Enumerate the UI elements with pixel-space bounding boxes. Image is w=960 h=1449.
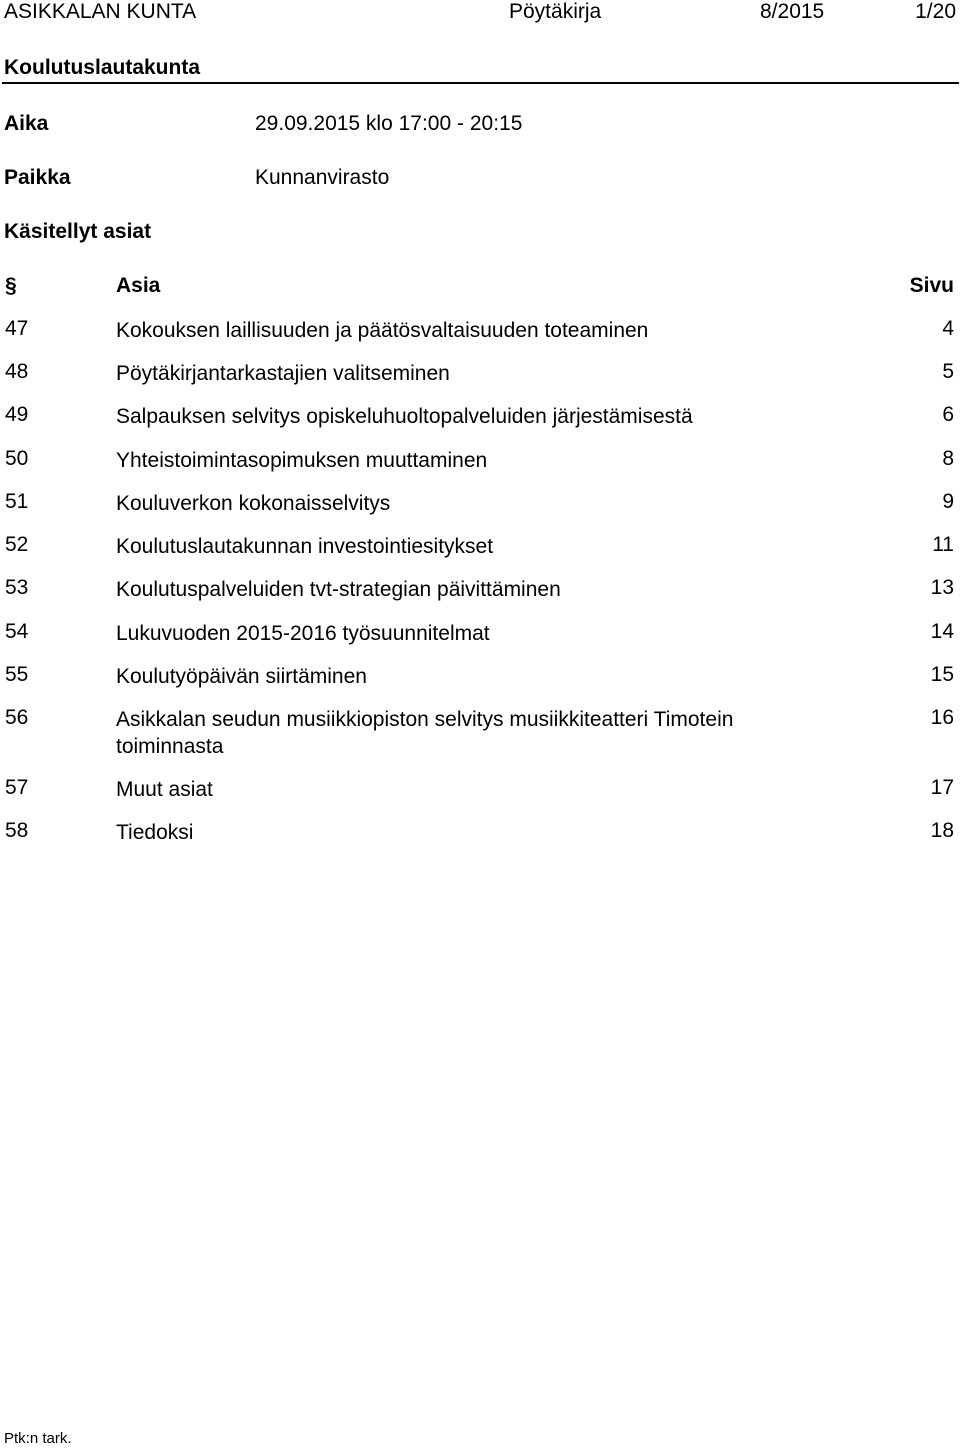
page-column-header: Sivu (909, 274, 954, 297)
agenda-number: 49 (5, 403, 29, 426)
handled-items-label: Käsitellyt asiat (4, 220, 152, 243)
municipality-name: ASIKKALAN KUNTA (4, 0, 197, 23)
agenda-page: 18 (930, 819, 954, 842)
time-label: Aika (4, 112, 49, 135)
agenda-number: 55 (5, 663, 29, 686)
agenda-title: Koulutuslautakunnan investointiesitykset (116, 535, 494, 558)
agenda-title: Muut asiat (116, 778, 213, 801)
agenda-page: 8 (942, 447, 954, 470)
agenda-page: 16 (930, 706, 954, 729)
agenda-number: 51 (5, 490, 29, 513)
header-rule (2, 82, 959, 84)
agenda-title: Koulutuspalveluiden tvt-strategian päivittäminen (116, 578, 561, 601)
page-number: 1/20 (915, 0, 956, 23)
minutes-checker-note: Ptk:n tark. (4, 1430, 72, 1447)
agenda-number: 53 (5, 576, 29, 599)
agenda-number: 56 (5, 706, 29, 729)
agenda-title: Pöytäkirjantarkastajien valitseminen (116, 362, 450, 385)
time-value: 29.09.2015 klo 17:00 - 20:15 (255, 112, 523, 135)
agenda-title: Asikkalan seudun musiikkiopiston selvitys musiikkiteatteri Timotein toiminnasta (116, 708, 734, 758)
agenda-title: Koulutyöpäivän siirtäminen (116, 665, 367, 688)
agenda-page: 17 (930, 776, 954, 799)
section-sign-header: § (5, 274, 17, 297)
agenda-number: 54 (5, 620, 29, 643)
agenda-number: 58 (5, 819, 29, 842)
document-type: Pöytäkirja (509, 0, 602, 23)
agenda-page: 14 (930, 620, 954, 643)
agenda-page: 11 (932, 533, 954, 556)
agenda-title: Yhteistoimintasopimuksen muuttaminen (116, 449, 488, 472)
board-name: Koulutuslautakunta (4, 56, 201, 79)
agenda-title: Kouluverkon kokonaisselvitys (116, 492, 391, 515)
agenda-title: Tiedoksi (116, 821, 194, 844)
place-label: Paikka (4, 166, 71, 189)
document-number: 8/2015 (760, 0, 825, 23)
agenda-page: 13 (930, 576, 954, 599)
agenda-title: Lukuvuoden 2015-2016 työsuunnitelmat (116, 622, 490, 645)
agenda-number: 47 (5, 317, 29, 340)
agenda-page: 9 (942, 490, 954, 513)
agenda-page: 5 (942, 360, 954, 383)
place-value: Kunnanvirasto (255, 166, 390, 189)
agenda-page: 6 (942, 403, 954, 426)
agenda-number: 57 (5, 776, 29, 799)
agenda-page: 15 (930, 663, 954, 686)
agenda-number: 48 (5, 360, 29, 383)
item-column-header: Asia (116, 274, 161, 297)
agenda-title: Kokouksen laillisuuden ja päätösvaltaisuuden toteaminen (116, 319, 649, 342)
agenda-page: 4 (942, 317, 954, 340)
agenda-title: Salpauksen selvitys opiskeluhuoltopalveluiden järjestämisestä (116, 405, 693, 428)
agenda-number: 50 (5, 447, 29, 470)
agenda-number: 52 (5, 533, 29, 556)
